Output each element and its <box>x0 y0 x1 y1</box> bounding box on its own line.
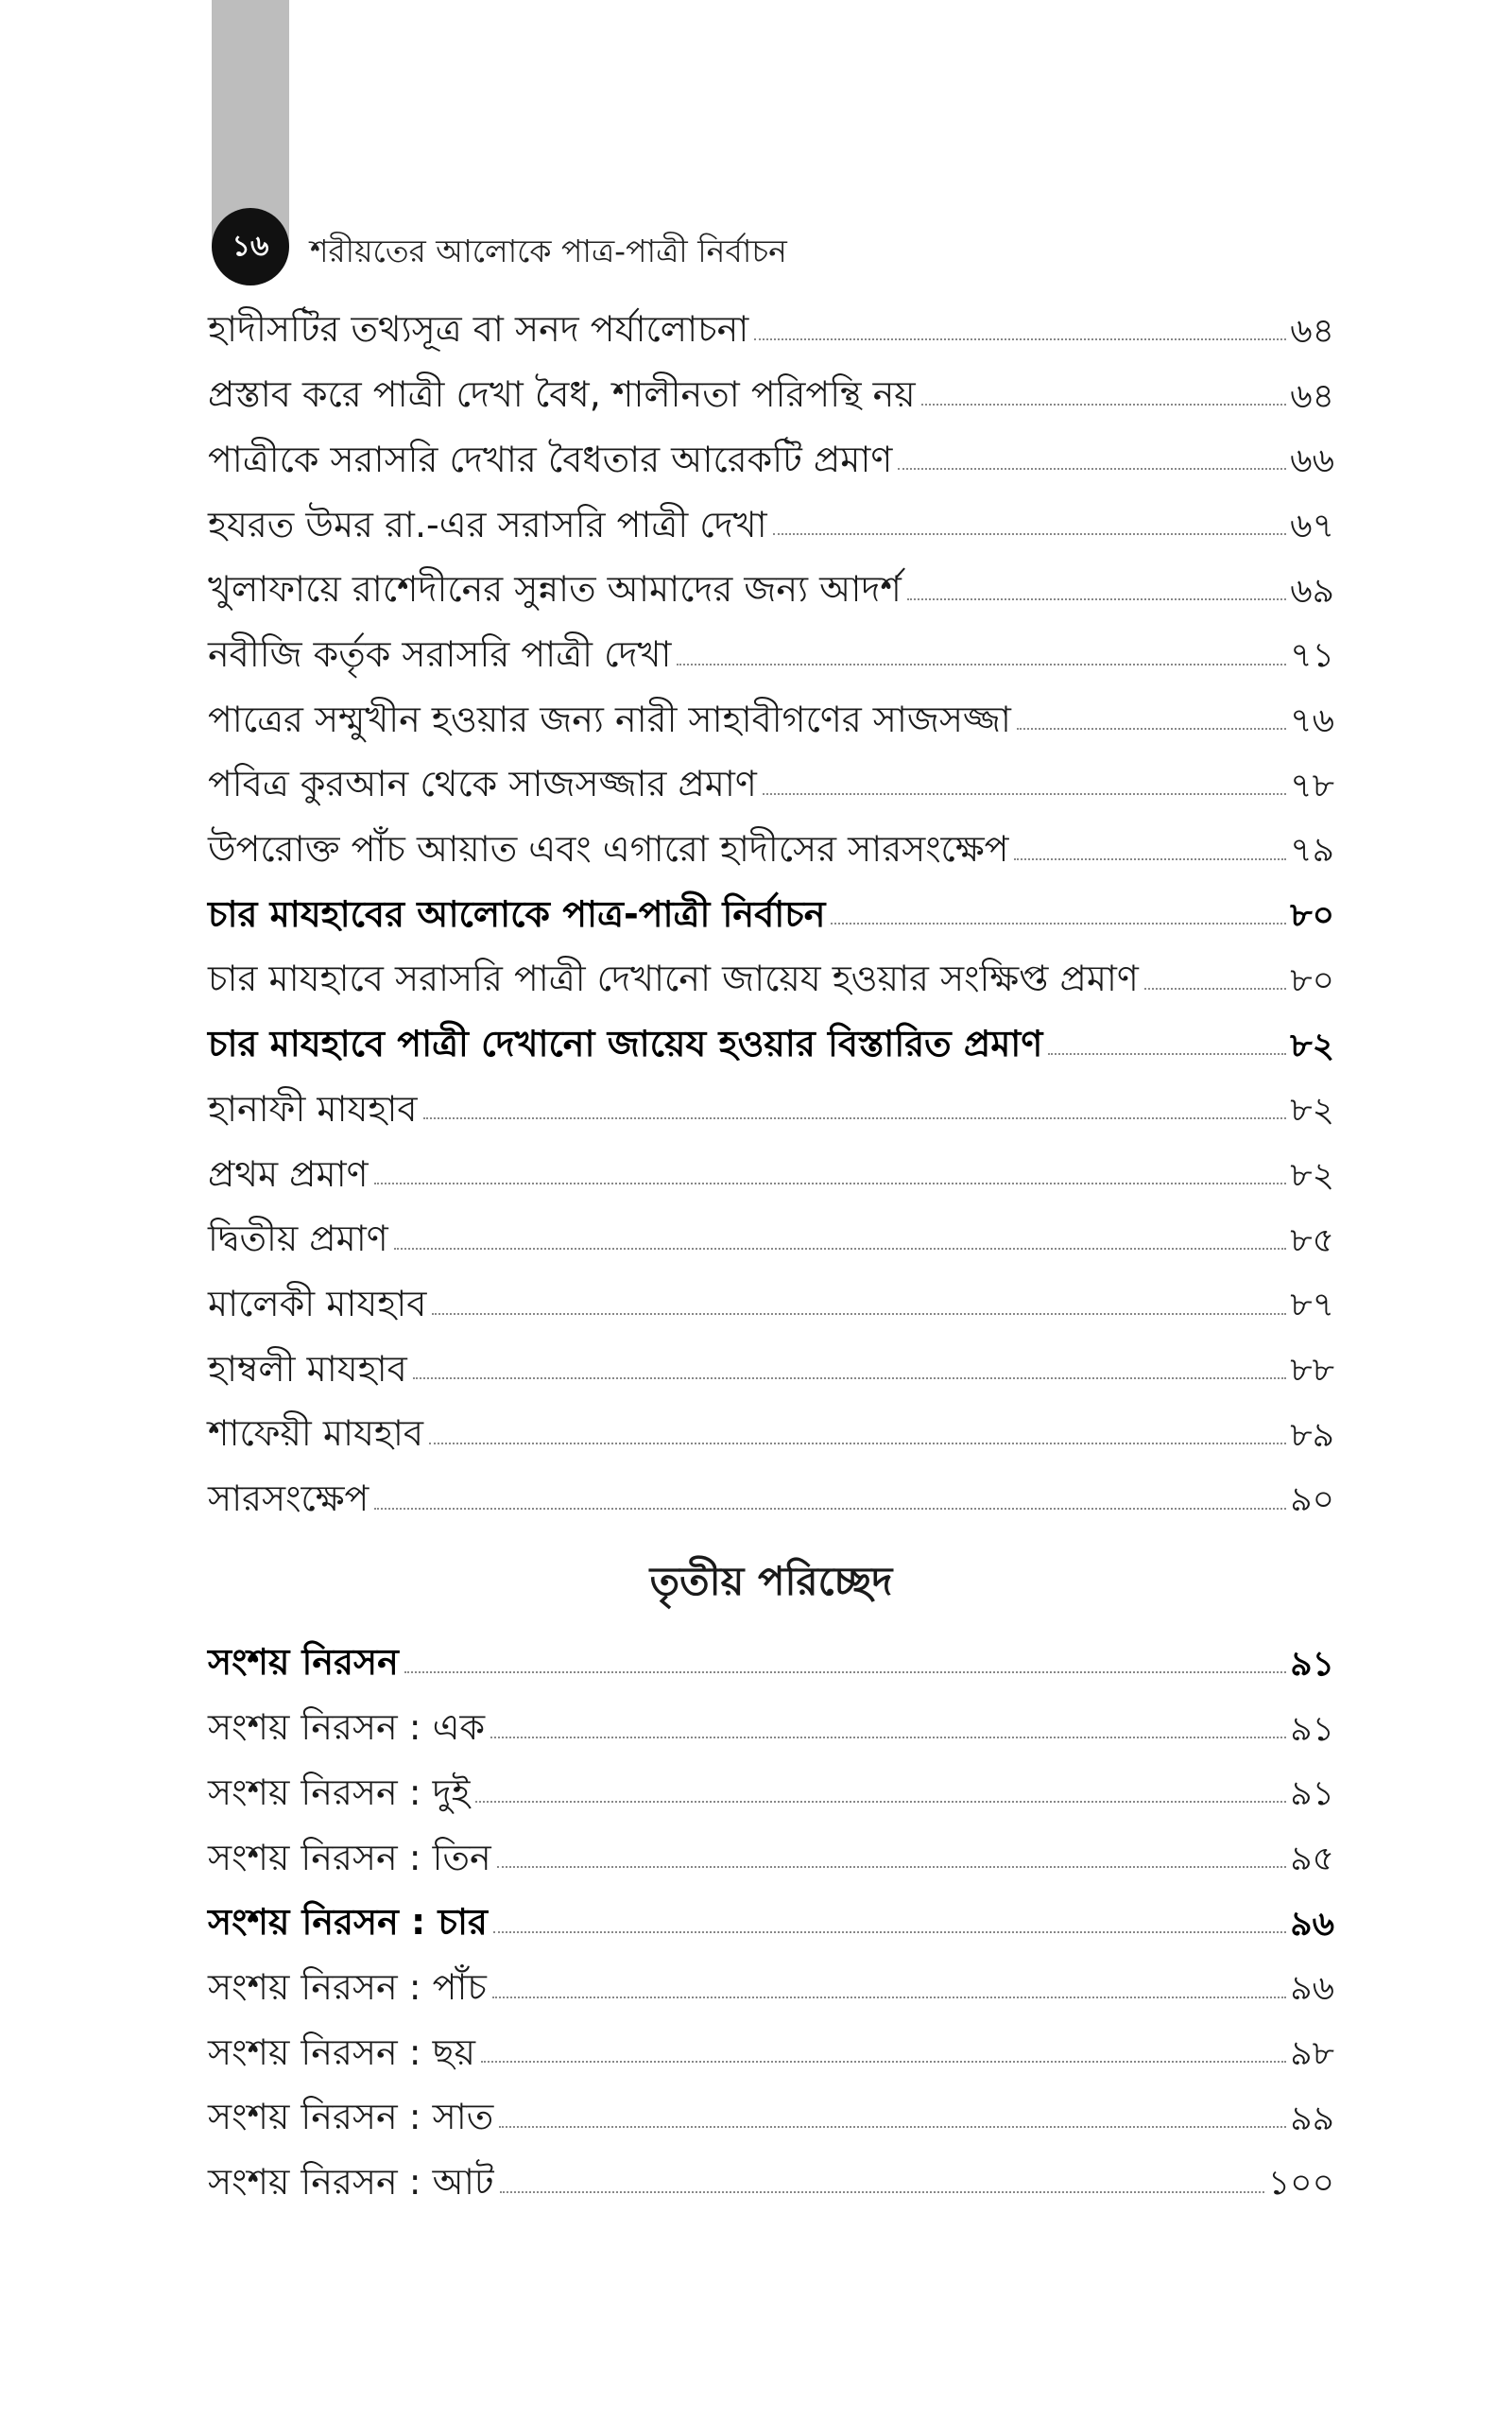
dotted-leader <box>374 1183 1287 1184</box>
dotted-leader <box>493 1931 1286 1933</box>
toc-entry-page: ৮৯ <box>1290 1415 1334 1455</box>
toc-entry-title: চার মাযহাবের আলোকে পাত্র-পাত্রী নির্বাচন <box>208 892 826 935</box>
toc-entry-title: হযরত উমর রা.-এর সরাসরি পাত্রী দেখা <box>208 503 767 545</box>
toc-entry-page: ৮০ <box>1290 960 1334 1000</box>
toc-entry-title: সংশয় নিরসন : এক <box>208 1706 486 1749</box>
toc-entry <box>208 555 1334 612</box>
toc-entry-title: দ্বিতীয় প্রমাণ <box>208 1218 388 1260</box>
toc-entry-title: সংশয় নিরসন : তিন <box>208 1836 491 1878</box>
toc-entry-page: ৯৬ <box>1290 1969 1334 2009</box>
toc-entry-title: পাত্রের সম্মুখীন হওয়ার জন্য নারী সাহাবীগণের সাজসজ্জা <box>208 698 1011 740</box>
dotted-leader <box>1017 728 1286 730</box>
toc-entry-page: ৮৮ <box>1290 1351 1334 1390</box>
dotted-leader <box>773 533 1287 535</box>
dotted-leader <box>921 404 1287 406</box>
toc-entry <box>208 295 1334 352</box>
toc-entry <box>208 1399 1334 1456</box>
toc-entry <box>208 1204 1334 1261</box>
dotted-leader <box>907 598 1286 600</box>
toc-entry-page: ৮০ <box>1290 896 1334 936</box>
dotted-leader <box>497 1866 1287 1868</box>
toc-entry-title: শাফেয়ী মাযহাব <box>208 1412 424 1455</box>
dotted-leader <box>404 1671 1286 1673</box>
toc-entry-page: ৭১ <box>1290 636 1334 676</box>
dotted-leader <box>432 1313 1286 1315</box>
toc-entry-title: প্রস্তাব করে পাত্রী দেখা বৈধ, শালীনতা পরিপন্থি নয় <box>208 373 916 416</box>
toc-entry-title: পাত্রীকে সরাসরি দেখার বৈধতার আরেকটি প্রমাণ <box>208 438 893 480</box>
toc-entry-page: ৮৭ <box>1290 1286 1334 1325</box>
toc-entry-page: ৬৬ <box>1290 441 1334 481</box>
toc-entry-page: ৯১ <box>1290 1709 1334 1749</box>
toc-entry <box>208 1693 1334 1750</box>
dotted-leader <box>754 338 1286 340</box>
toc-entry <box>208 1823 1334 1879</box>
toc-entry-page: ৯১ <box>1290 1644 1334 1684</box>
toc-entry-page: ৭৬ <box>1290 701 1334 740</box>
toc-entry-page: ৮২ <box>1290 1091 1334 1131</box>
toc-entry-title: সংশয় নিরসন : সাত <box>208 2096 494 2138</box>
toc-entry <box>208 2083 1334 2139</box>
dotted-leader <box>1144 988 1286 990</box>
toc-entry-title: সংশয় নিরসন <box>208 1641 399 1684</box>
toc-entry-page: ৮২ <box>1290 1026 1334 1065</box>
page-number: ১৬ <box>212 208 289 285</box>
toc-entry-page: ৭৮ <box>1290 766 1334 805</box>
dotted-leader <box>763 793 1286 795</box>
dotted-leader <box>500 2191 1264 2193</box>
toc-entry <box>208 490 1334 546</box>
toc-entry-title: সংশয় নিরসন : আট <box>208 2161 494 2203</box>
toc-entry-page: ৬৪ <box>1290 376 1334 416</box>
toc-entry <box>208 1464 1334 1521</box>
dotted-leader <box>492 1996 1286 1998</box>
dotted-leader <box>475 1801 1286 1803</box>
toc-entry <box>208 1628 1334 1685</box>
toc-entry-title: হাম্বলী মাযহাব <box>208 1347 407 1390</box>
toc-entry-title: প্রথম প্রমাণ <box>208 1152 369 1195</box>
toc-entry <box>208 1270 1334 1326</box>
dotted-leader <box>423 1117 1287 1119</box>
toc-entry <box>208 424 1334 481</box>
toc-entry-title: হাদীসটির তথ্যসূত্র বা সনদ পর্যালোচনা <box>208 308 749 351</box>
dotted-leader <box>831 923 1286 925</box>
dotted-leader <box>490 1737 1286 1738</box>
toc-entry <box>208 2017 1334 2074</box>
toc-entry <box>208 750 1334 806</box>
toc-entry-page: ৯৯ <box>1290 2099 1334 2138</box>
toc-entry <box>208 1010 1334 1066</box>
toc-entry-page: ৬৭ <box>1290 506 1334 545</box>
toc-entry <box>208 815 1334 872</box>
toc-entry-title: সংশয় নিরসন : পাঁচ <box>208 1965 487 2008</box>
toc-entry-title: সংশয় নিরসন : ছয় <box>208 2031 476 2073</box>
toc-entry <box>208 879 1334 936</box>
toc-entry-title: সারসংক্ষেপ <box>208 1478 369 1519</box>
toc-entry-title: চার মাযহাবে সরাসরি পাত্রী দেখানো জায়েয হওয়ার সংক্ষিপ্ত প্রমাণ <box>208 958 1139 1000</box>
toc-entry-title: মালেকী মাযহাব <box>208 1282 427 1324</box>
dotted-leader <box>481 2061 1286 2063</box>
toc-entry-title: সংশয় নিরসন : চার <box>208 1901 488 1944</box>
toc-entry-page: ৭৯ <box>1290 831 1334 871</box>
dotted-leader <box>898 468 1286 470</box>
chapter-heading: তৃতীয় পরিচ্ছেদ <box>649 1558 893 1604</box>
dotted-leader <box>374 1508 1286 1510</box>
toc-entry <box>208 1953 1334 2010</box>
running-title: শরীয়তের আলোকে পাত্র-পাত্রী নির্বাচন <box>310 233 787 269</box>
toc-entry-title: পবিত্র কুরআন থেকে সাজসজ্জার প্রমাণ <box>208 763 757 805</box>
dotted-leader <box>429 1443 1286 1444</box>
toc-entry <box>208 1334 1334 1391</box>
toc-entry-title: হানাফী মাযহাব <box>208 1087 418 1130</box>
dotted-leader <box>394 1248 1287 1250</box>
dotted-leader <box>1048 1053 1286 1055</box>
toc-entry <box>208 684 1334 741</box>
toc-entry-page: ৬৪ <box>1290 311 1334 351</box>
toc-entry <box>208 1074 1334 1131</box>
toc-entry-page: ৮৫ <box>1290 1220 1334 1260</box>
toc-entry <box>208 1888 1334 1945</box>
toc-entry-page: ৯০ <box>1290 1480 1334 1520</box>
toc-entry <box>208 2148 1334 2204</box>
toc-entry-page: ১০০ <box>1267 2164 1334 2204</box>
dotted-leader <box>677 664 1286 666</box>
toc-entry-page: ৯৮ <box>1290 2034 1334 2073</box>
toc-entry-title: সংশয় নিরসন : দুই <box>208 1771 471 1813</box>
toc-entry-page: ৯১ <box>1290 1774 1334 1814</box>
toc-entry-title: উপরোক্ত পাঁচ আয়াত এবং এগারো হাদীসের সারসংক্ষেপ <box>208 828 1009 870</box>
toc-entry <box>208 1139 1334 1196</box>
dotted-leader <box>413 1377 1286 1379</box>
dotted-leader <box>1014 858 1286 860</box>
toc-entry-title: চার মাযহাবে পাত্রী দেখানো জায়েয হওয়ার বিস্তারিত প্রমাণ <box>208 1023 1043 1065</box>
dotted-leader <box>499 2126 1286 2128</box>
toc-entry-page: ৬৯ <box>1290 571 1334 611</box>
toc-entry-title: খুলাফায়ে রাশেদীনের সুন্নাত আমাদের জন্য আদর্শ <box>208 568 902 611</box>
toc-entry-page: ৮২ <box>1290 1155 1334 1195</box>
toc-entry <box>208 360 1334 417</box>
toc-entry <box>208 620 1334 677</box>
toc-entry-page: ৯৫ <box>1290 1839 1334 1878</box>
toc-entry-title: নবীজি কর্তৃক সরাসরি পাত্রী দেখা <box>208 632 672 675</box>
toc-entry <box>208 1757 1334 1814</box>
toc-entry-page: ৯৬ <box>1290 1904 1334 1944</box>
toc-entry <box>208 944 1334 1001</box>
